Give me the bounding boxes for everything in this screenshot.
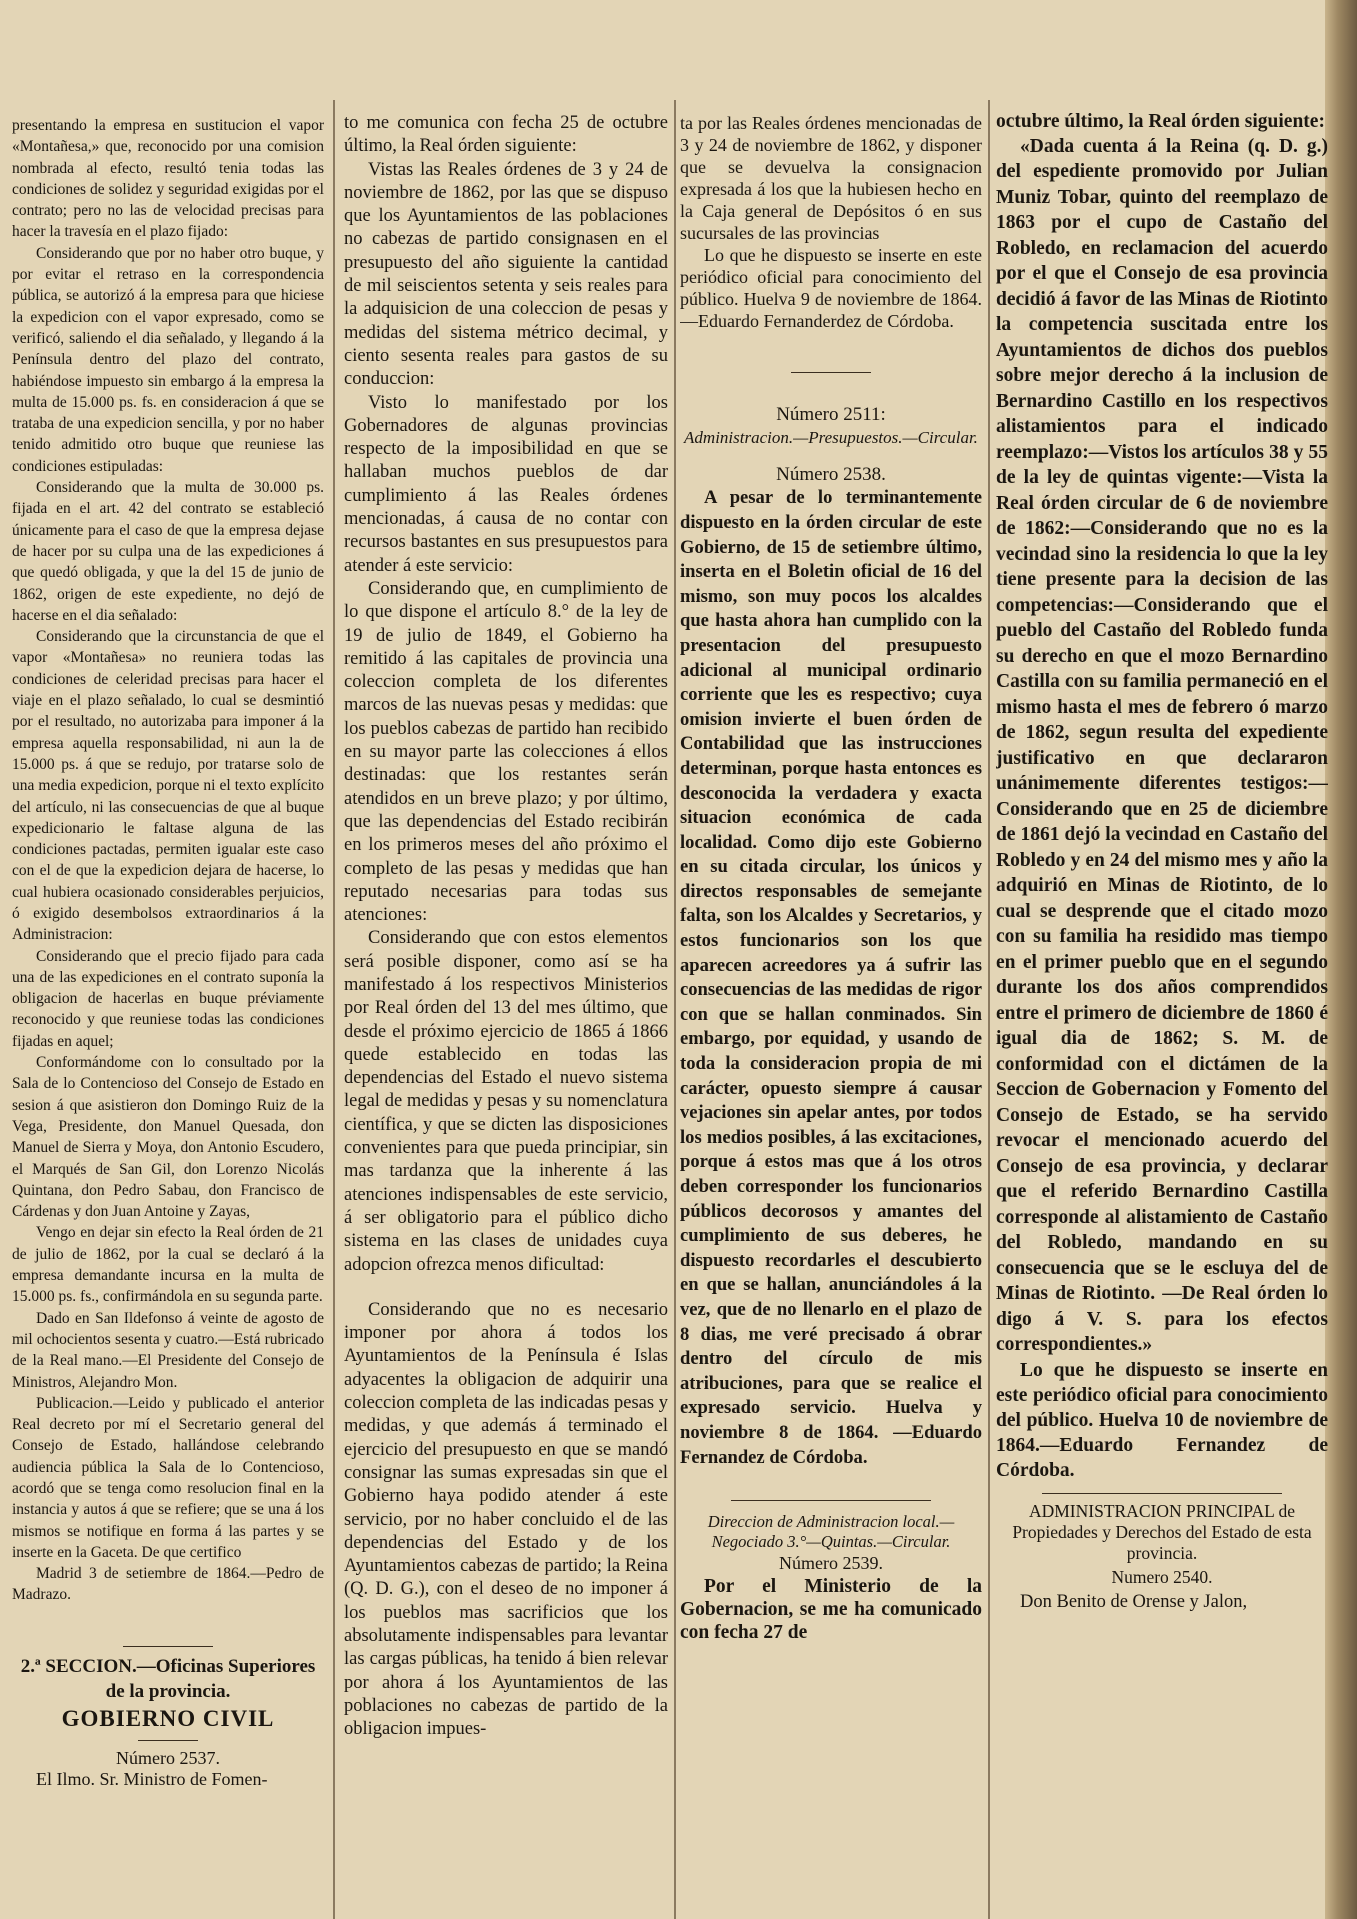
column-rule [674, 100, 677, 1919]
separator [123, 1646, 213, 1648]
paragraph: Conformándome con lo consultado por la Sala de lo Contencioso del Consejo de Estado en sesion á que asistieron don Domingo Ruiz de la Vega, Presidente, don Manuel Quesada, don Manuel de Sierra y Moya, don Antonio Escudero, el Marqués de San Gil, don Lorenzo Nicolás Quintana, don Pedro Sabau, don Francisco de Cárdenas y don Juan Antoine y Zayas, [12, 1054, 324, 1221]
separator [1042, 1493, 1282, 1495]
announcement-subtitle: Direccion de Administracion local.—Negociado 3.°—Quintas.—Circular. [707, 1512, 955, 1552]
column-rule [988, 100, 991, 1919]
paragraph: Lo que he dispuesto se inserte en este periódico oficial para conocimiento del público. Huelva 10 de noviembre de 1864.—Eduardo Fernandez de Córdoba. [996, 1359, 1328, 1481]
announcement-subtitle: Administracion.—Presupuestos.—Circular. [684, 427, 978, 447]
announcement-number: Número 2511: [776, 404, 886, 425]
separator [138, 1740, 198, 1742]
paragraph: Considerando que la circunstancia de que el vapor «Montañesa» no reuniera todas las condiciones de celeridad precisas para hacer el viaje en el plazo señalado, lo cual se desmintió por el resultado, no autorizaba para imponer á la empresa aquella responsabilidad, ni aun la de 15.000 ps. á que se redujo, por tratarse solo de una media expedicion, porque ni el texto explícito del artículo, ni las consecuencias de que al buque expedicionario le faltase alguna de las condiciones pactadas, permiten igualar este caso con el de que la expedicion dejara de hacerse, lo cual hubiera ocasionado considerables perjuicios, ó exigido desembolsos extraordinarios á la Administracion: [12, 628, 324, 944]
column-1 [12, 115, 324, 1915]
announcement-number: Número 2538. [776, 463, 886, 485]
paragraph: Vistas las Reales órdenes de 3 y 24 de noviembre de 1862, por las que se dispuso que los Ayuntamientos de las poblaciones no cabezas de partido consignasen en el presupuesto del año siguiente la cantidad de mil seiscientos setenta y seis reales para la adquisicion de una coleccion de pesas y medidas del sistema métrico decimal, y ciento sesenta reales para gastos de su conduccion: [344, 159, 668, 390]
paragraph: «Dada cuenta á la Reina (q. D. g.) del espediente promovido por Julian Muniz Tobar, quinto del reemplazo de 1863 por el cupo de Castaño del Robledo, en reclamacion del acuerdo por el que el Consejo de esa provincia decidió á favor de las Minas de Riotinto la competencia suscitada entre los Ayuntamientos de dichos dos pueblos sobre mejor derecho á la inclusion de Bernardino Castillo en los respectivos alistamientos para el indicado reemplazo:—Vistos los artículos 38 y 55 de la ley de quintas vigente:—Vista la Real órden circular de 6 de noviembre de 1862:—Considerando que no es la vecindad sino la residencia lo que la ley tiene presente para la decision de las competencias:—Considerando que el pueblo del Castaño del Robledo funda su derecho en que el mozo Bernardino Castilla con su familia permaneció en el mismo hasta el mes de febrero ó marzo de 1862, segun resulta del expediente justificativo en que declararon unánimemente diferentes testigos:—Considerando que en 25 de diciembre de 1861 dejó la vecindad en Castaño del Robledo y en 24 del mismo mes y año la adquirió en Minas de Riotinto, de lo cual se desprende que el citado mozo con su familia ha residido mas tiempo en el primer pueblo que en el segundo durante los dos años comprendidos entre el primero de diciembre de 1860 é igual dia de 1862; S. M. de conformidad con el dictámen de la Seccion de Gobernacion y Fomento del Consejo de Estado, se ha servido revocar el mencionado acuerdo del Consejo de esa provincia, y declarar que el referido Bernardino Castilla corresponde al alistamiento de Castaño del Robledo, mandando en su consecuencia que se le escluya del de Minas de Riotinto. —De Real órden lo digo á V. S. para los efectos correspondientes.» [996, 135, 1328, 1356]
paragraph: octubre último, la Real órden siguiente: [996, 111, 1325, 132]
admin-title: ADMINISTRACION PRINCIPAL de Propiedades y Derechos del Estado de esta provincia. [1012, 1500, 1312, 1563]
announcement-number: Numero 2540. [1111, 1566, 1213, 1587]
paragraph: Dado en San Ildefonso á veinte de agosto de mil ochocientos sesenta y cuatro.—Está rubricado de la Real mano.—El Presidente del Consejo de Ministros, Alejandro Mon. [12, 1309, 324, 1391]
column-4 [996, 110, 1328, 1910]
paragraph: Considerando que la multa de 30.000 ps. fijada en el art. 42 del contrato se estableció únicamente para el caso de que la empresa dejase de hacer por su culpa una de las expediciones á que quedó obligada, y que la del 15 de junio de 1862, origen de este expediente, no dejó de hacerse en el dia señalado: [12, 479, 324, 624]
office-title: GOBIERNO CIVIL [61, 1705, 275, 1731]
paragraph: Considerando que, en cumplimiento de lo que dispone el artículo 8.° de la ley de 19 de julio de 1849, el Gobierno ha remitido á las capitales de provincia una coleccion completa de los diferentes marcos de las nuevas pesas y medidas: que los pueblos cabezas de partido han recibido en su mayor parte las colecciones á ellos destinadas: que los restantes serán atendidos en un breve plazo; y por último, que las dependencias del Estado recibirán en los primeros meses del año próximo el completo de las pesas y medidas que han reputado necesarias para todas sus atenciones: [344, 578, 668, 926]
paragraph: Publicacion.—Leido y publicado el anterior Real decreto por mí el Secretario general del Consejo de Estado, hallándose celebrando audiencia pública la Sala de lo Contencioso, acordó que se tenga como resolucion final en la instancia y autos á que se refiere; que se una á los mismos se notifique en forma á las partes y se inserte en la Gaceta. De que certifico [12, 1394, 324, 1561]
column-2 [344, 112, 668, 1912]
paragraph: to me comunica con fecha 25 de octubre último, la Real órden siguiente: [344, 113, 668, 157]
column-3 [680, 112, 982, 1912]
paragraph: Por el Ministerio de la Gobernacion, se me ha comunicado con fecha 27 de [680, 1575, 982, 1643]
paragraph: presentando la empresa en sustitucion el vapor «Montañesa,» que, reconocido por una comision nombrada al efecto, resultó tenia todas las condiciones de solidez y seguridad exigidas por el contrato; pero no las de velocidad precisas para hacer la travesía en el plazo fijado: [12, 117, 324, 241]
announcement-number: Número 2537. [116, 1747, 220, 1768]
paragraph: El Ilmo. Sr. Ministro de Fomen- [36, 1769, 268, 1790]
paragraph: Considerando que con estos elementos será posible disponer, como así se ha manifestado á los respectivos Ministerios por Real órden del 13 del mes último, que desde el próximo ejercicio de 1865 á 1866 quede establecido en todas las dependencias del Estado el nuevo sistema legal de medidas y pesas y su nomenclatura científica, y que se dicten las disposiciones convenientes para que pueda principiar, sin mas tardanza que la inherente á las atenciones indispensables de este servicio, á ser obligatorio para el público dicho sistema en las clases de unidades cuya adopcion ofrezca menos dificultad: [344, 928, 668, 1275]
announcement-number: Número 2539. [779, 1553, 883, 1574]
paragraph: Madrid 3 de setiembre de 1864.—Pedro de Madrazo. [12, 1565, 324, 1604]
paragraph: A pesar de lo terminantemente dispuesto en la órden circular de este Gobierno, de 15 de setiembre último, inserta en el Boletin oficial de 16 del mismo, son muy pocos los alcaldes que hasta ahora han cumplido con la presentacion del presupuesto adicional al municipal ordinario corriente que les es respectivo; cuya omision invierte el buen órden de Contabilidad que las instrucciones determinan, porque hasta entonces es desconocida la verdadera y exacta situacion económica de cada localidad. Como dijo este Gobierno en su citada circular, los únicos y directos responsables de semejante falta, son los Alcaldes y Secretarios, y estos funcionarios son los que aparecen acreedores ya á sufrir las consecuencias de las medidas de rigor con que se hallan conminados. Sin embargo, por equidad, y usando de toda la consideracion propia de mi carácter, opuesto siempre á causar vejaciones sin apelar antes, por todos los medios posibles, á las excitaciones, porque á estos mas que á los otros deben corresponder los funcionarios públicos decorosos y amantes del cumplimiento de sus deberes, he dispuesto recordarles el descubierto en que se hallan, anunciándoles á la vez, que de no llenarlo en el plazo de 8 dias, me veré precisado á obrar dentro del círculo de mis atribuciones, para que se realice el expresado servicio. Huelva y noviembre 8 de 1864. —Eduardo Fernandez de Córdoba. [680, 487, 982, 1468]
paragraph: Considerando que no es necesario imponer por ahora á todos los Ayuntamientos de la Península é Islas adyacentes la obligacion de adquirir una coleccion completa de las indicadas pesas y medidas, y que además á terminado el ejercicio del presupuesto en que se mandó consignar las sumas expresadas sin que el Gobierno haya podido atender á este servicio, por no haber concluido el de las dependencias del Estado y de los Ayuntamientos cabezas de partido; la Reina (Q. D. G.), con el deseo de no imponer á los pueblos mas sacrificios que los absolutamente indispensables para levantar las cargas públicas, ha tenido á bien relevar por ahora á los Ayuntamientos de las poblaciones no cabezas de partido de la obligacion impues- [344, 1299, 668, 1740]
paragraph: Considerando que el precio fijado para cada una de las expediciones en el contrato suponía la obligacion de hacerlas en buque préviamente reconocido y que reuniese todas las condiciones fijadas en aquel; [12, 947, 324, 1050]
paragraph: Don Benito de Orense y Jalon, [1020, 1592, 1248, 1613]
separator [791, 372, 871, 374]
separator [731, 1500, 931, 1502]
column-rule [333, 100, 336, 1919]
paragraph: Considerando que por no haber otro buque, y por evitar el retraso en la correspondencia pública, se autorizó á la empresa para que hiciese la expedicion con el vapor expresado, como se verificó, saliendo el dia señalado, y llegando á la Península dentro del plazo del contrato, habiéndose impuesto sin embargo á la empresa la multa de 15.000 ps. fs. en consideracion á que se trataba de una expedicion sencilla, y por no haber tenido admitido otro buque que reuniese las condiciones estipuladas: [12, 244, 324, 475]
paragraph: Lo que he dispuesto se inserte en este periódico oficial para conocimiento del público. Huelva 9 de noviembre de 1864.—Eduardo Fernanderdez de Córdoba. [680, 245, 982, 331]
page-gutter [1325, 0, 1357, 1919]
paragraph: Vengo en dejar sin efecto la Real órden de 21 de julio de 1862, por la cual se declaró á la empresa demandante incursa en la multa de 15.000 ps. fs., confirmándola en su segunda parte. [12, 1224, 324, 1306]
section-title: 2.ª SECCION.—Oficinas Superiores de la provincia. [20, 1655, 316, 1702]
paragraph: Visto lo manifestado por los Gobernadores de algunas provincias respecto de la imposibilidad en que se hallaban muchos pueblos de dar cumplimiento á las Reales órdenes mencionadas, á causa de no contar con recursos bastantes en sus presupuestos para atender á este servicio: [344, 392, 668, 576]
paragraph: ta por las Reales órdenes mencionadas de 3 y 24 de noviembre de 1862, y disponer que se devuelva la consignacion expresada á los que la hubiesen hecho en la Caja general de Depósitos ó en sus sucursales de las provincias [680, 113, 982, 243]
